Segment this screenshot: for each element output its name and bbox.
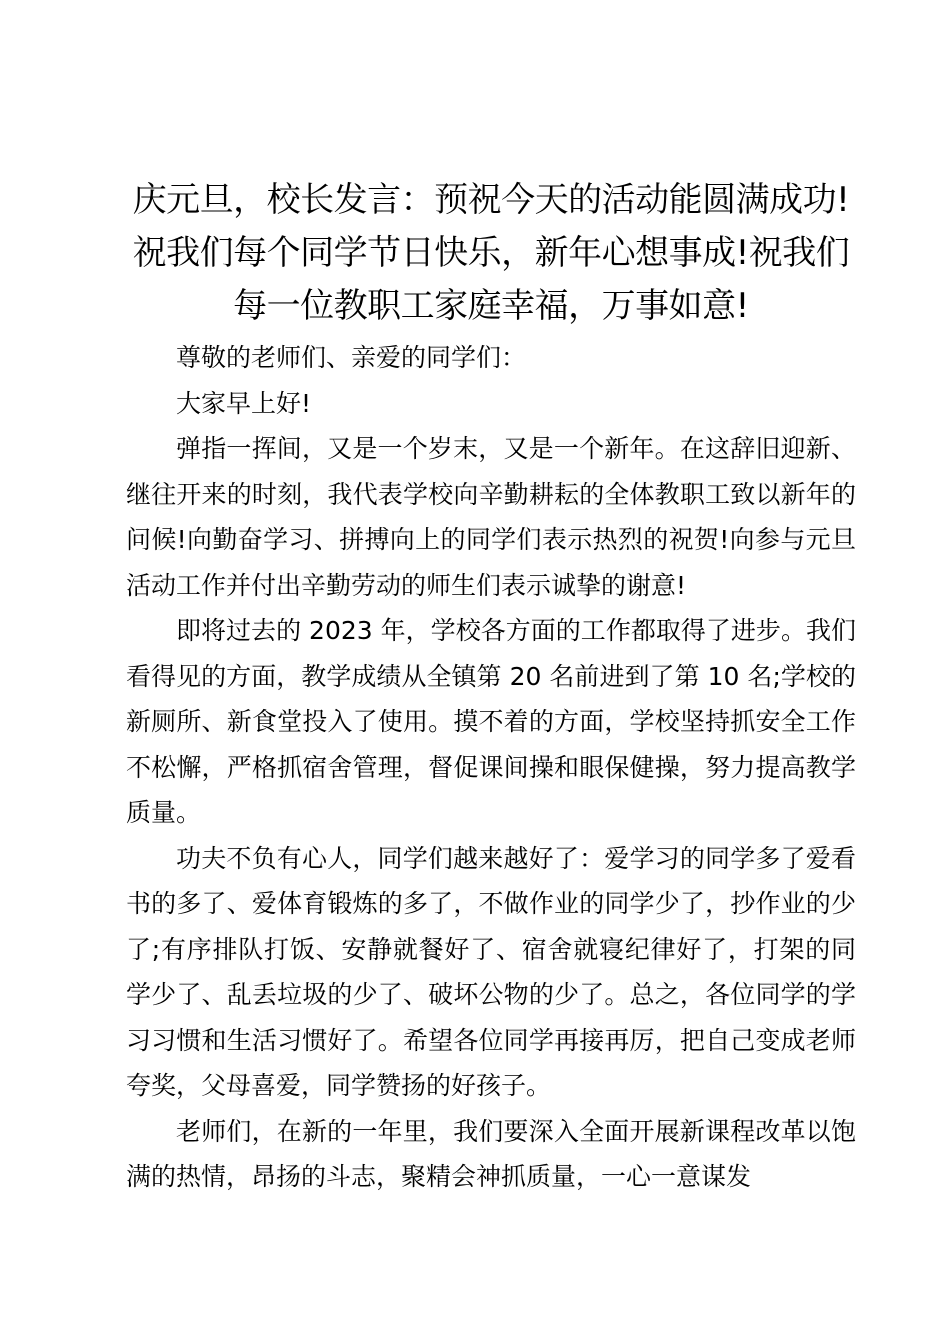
paragraph-2: 即将过去的 2023 年，学校各方面的工作都取得了进步。我们看得见的方面，教学成绩从全镇第 20 名前进到了第 10 名;学校的新厕所、新食堂投入了使用。摸不着的方面，学校坚持抓安全工作不松懈，严格抓宿舍管理，督促课间操和眼保健操，努力提高教学质量。 <box>126 616 856 827</box>
paragraph-3: 功夫不负有心人，同学们越来越好了：爱学习的同学多了爱看书的多了、爱体育锻炼的多了，不做作业的同学少了，抄作业的少了;有序排队打饭、安静就餐好了、宿舍就寝纪律好了，打架的同学少了、乱丢垃圾的少了、破坏公物的少了。总之，各位同学的学习习惯和生活习惯好了。希望各位同学再接再厉，把自己变成老师夸奖，父母喜爱，同学赞扬的好孩子。 <box>126 843 856 1100</box>
paragraph-1: 弹指一挥间，又是一个岁末，又是一个新年。在这辞旧迎新、继往开来的时刻，我代表学校向辛勤耕耘的全体教职工致以新年的问候!向勤奋学习、拼搏向上的同学们表示热烈的祝贺!向参与元旦活动工作并付出辛勤劳动的师生们表示诚挚的谢意! <box>126 434 856 600</box>
document-title: 庆元旦，校长发言：预祝今天的活动能圆满成功!祝我们每个同学节日快乐，新年心想事成!祝我们每一位教职工家庭幸福，万事如意! <box>132 180 850 326</box>
paragraph-4: 老师们，在新的一年里，我们要深入全面开展新课程改革以饱满的热情，昂扬的斗志，聚精会神抓质量，一心一意谋发 <box>126 1116 856 1191</box>
salutation: 尊敬的老师们、亲爱的同学们： <box>176 343 527 372</box>
document-page <box>126 174 856 1200</box>
greeting: 大家早上好! <box>176 388 312 418</box>
document-body <box>126 335 856 1200</box>
